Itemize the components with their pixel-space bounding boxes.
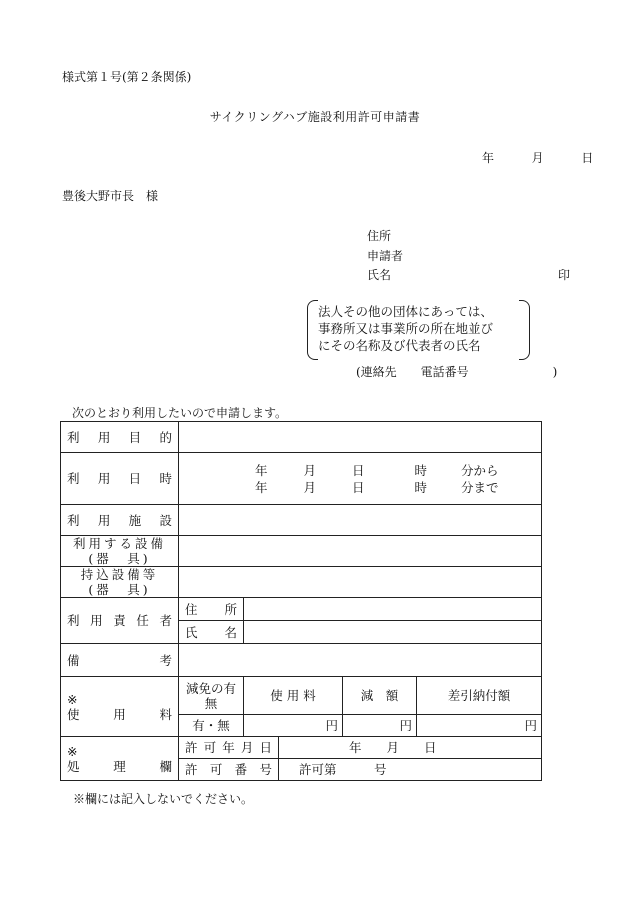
label-fee-text: 使用料: [67, 706, 172, 722]
dt-to: 分まで: [461, 479, 499, 495]
dt-day: 日: [352, 479, 365, 495]
application-table: [60, 421, 542, 781]
label-remarks: 備考: [61, 644, 179, 677]
row-datetime: [61, 453, 542, 505]
label-resp-name: 氏 名: [179, 621, 244, 644]
contact-phone: (連絡先 電話番号 ): [356, 365, 558, 379]
permit-date-value: 年 月 日: [279, 737, 542, 759]
applicant-name-label: 氏名: [367, 268, 392, 282]
bracket-right: [519, 300, 530, 360]
datetime-field[interactable]: [179, 453, 542, 505]
label-permit-number: 許可番号: [179, 759, 279, 781]
row-fee-header: [61, 677, 542, 715]
remarks-field[interactable]: [179, 644, 542, 677]
label-carry-in-line1: 持込設備等: [80, 567, 159, 582]
dt-day: 日: [352, 462, 365, 478]
label-usage-fee: 使 用 料: [244, 677, 343, 715]
row-permit-date: [61, 737, 542, 759]
dt-year: 年: [255, 462, 268, 478]
reduction-yen: 円: [343, 715, 417, 737]
facility-field[interactable]: [179, 505, 542, 536]
label-purpose: 利用目的: [61, 422, 179, 453]
date-year: 年: [482, 151, 495, 165]
label-processing-text: 処理欄: [67, 758, 172, 774]
form-id: 様式第１号(第２条関係): [62, 70, 192, 84]
label-equipment: [61, 536, 179, 567]
label-exemption: 減免の有無: [179, 677, 244, 715]
corporate-note-line: 事務所又は事業所の所在地並び: [318, 321, 494, 336]
row-purpose: [61, 422, 542, 453]
label-equipment-line2: (器 具): [88, 551, 151, 566]
date-month: 月: [531, 151, 544, 165]
row-remarks: [61, 644, 542, 677]
label-processing: [61, 737, 179, 781]
corporate-note-line: 法人その他の団体にあっては、: [318, 304, 493, 319]
row-responsible-address: [61, 598, 542, 621]
label-resp-address: 住 所: [179, 598, 244, 621]
intro-text: 次のとおり利用したいので申請します。: [72, 406, 288, 420]
dt-month: 月: [303, 462, 317, 478]
seal-mark: 印: [558, 268, 571, 282]
label-datetime: 利用日時: [61, 453, 179, 505]
permit-number-value: 許可第 号: [279, 759, 542, 781]
footer-note: ※欄には記入しないでください。: [73, 792, 254, 806]
dt-from: 分から: [461, 462, 499, 478]
office-use-mark: ※: [67, 743, 78, 759]
form-title: サイクリングハブ施設利用許可申請書: [209, 110, 421, 124]
carry-in-field[interactable]: [179, 567, 542, 598]
label-fee: [61, 677, 179, 737]
purpose-field[interactable]: [179, 422, 542, 453]
responsible-name-field[interactable]: [244, 621, 542, 644]
bracket-left: [307, 300, 318, 360]
responsible-address-field[interactable]: [244, 598, 542, 621]
row-equipment: [61, 536, 542, 567]
application-date: [482, 149, 593, 166]
dt-hour: 時: [414, 479, 428, 495]
corporate-note-line: にその名称及び代表者の氏名: [318, 338, 481, 353]
usage-fee-yen: 円: [244, 715, 343, 737]
label-responsible: 利用責任者: [61, 598, 179, 644]
row-facility: [61, 505, 542, 536]
exemption-value: 有・無: [179, 715, 244, 737]
corporate-note: [318, 303, 493, 354]
row-carry-in: [61, 567, 542, 598]
applicant-address-label: 住所: [367, 229, 392, 243]
label-reduction: 減 額: [343, 677, 417, 715]
addressee: 豊後大野市長 様: [62, 189, 159, 203]
equipment-field[interactable]: [179, 536, 542, 567]
label-equipment-line1: 利用する設備: [72, 536, 166, 551]
net-payment-yen: 円: [417, 715, 542, 737]
date-day: 日: [581, 151, 594, 165]
label-facility: 利用施設: [61, 505, 179, 536]
office-use-mark: ※: [67, 691, 78, 707]
dt-year: 年: [255, 479, 268, 495]
label-carry-in-line2: (器 具): [88, 582, 151, 597]
dt-month: 月: [303, 479, 317, 495]
applicant-label: 申請者: [367, 249, 404, 263]
label-permit-date: 許可年月日: [179, 737, 279, 759]
label-net-payment: 差引納付額: [417, 677, 542, 715]
dt-hour: 時: [414, 462, 428, 478]
label-carry-in: [61, 567, 179, 598]
